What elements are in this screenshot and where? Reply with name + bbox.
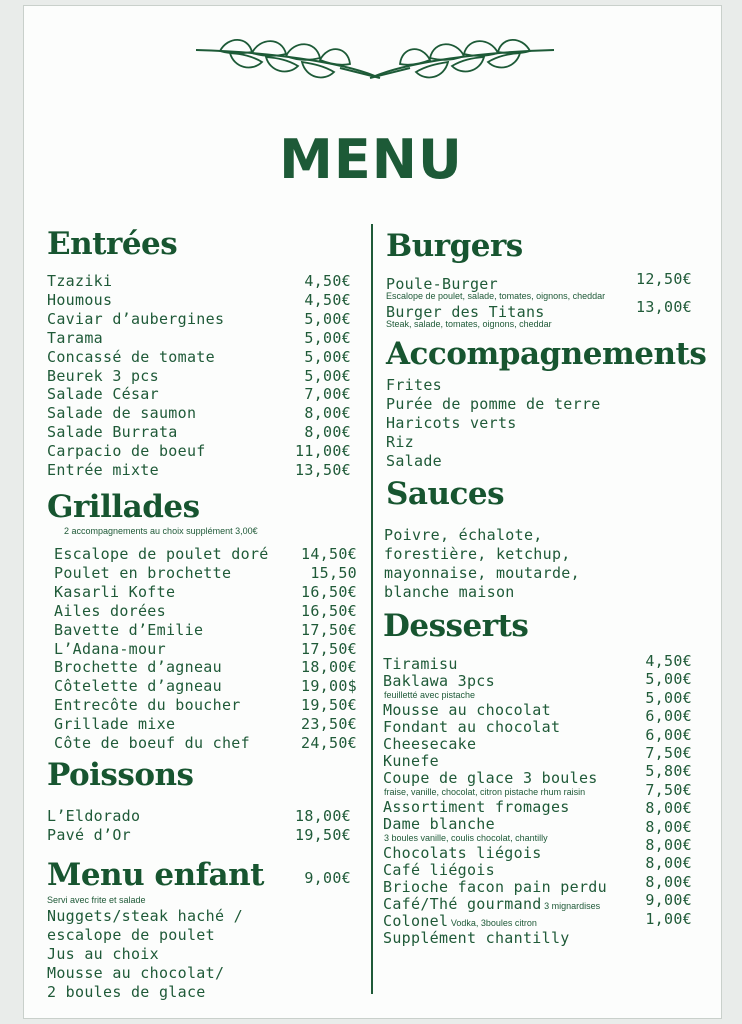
menu-item-name: Kasarli Kofte: [54, 582, 176, 601]
menu-item-price: 8,00€: [304, 404, 351, 423]
dessert-price: 5,00€: [645, 688, 692, 707]
sauce-line: forestière, ketchup,: [384, 544, 571, 563]
menu-item-price: 23,50€: [301, 715, 357, 734]
dessert-price: 5,80€: [645, 762, 692, 781]
dessert-item-name: Café/Thé gourmand: [383, 895, 542, 913]
menu-enfant-line: Nuggets/steak haché /: [47, 907, 243, 925]
section-heading-grillades: Grillades: [47, 489, 200, 525]
dessert-price: 8,00€: [645, 817, 692, 836]
menu-item-price: 19,00$: [301, 677, 357, 696]
menu-enfant-line: 2 boules de glace: [47, 982, 206, 1001]
dessert-price: 4,50€: [645, 652, 692, 670]
accompagnement-item: Haricots verts: [386, 413, 517, 432]
menu-enfant-note: Servi avec frite et salade: [47, 895, 146, 905]
menu-item-name: Escalope de poulet doré: [54, 545, 269, 563]
menu-item-price: 24,50€: [301, 734, 357, 752]
menu-item-name: L’Eldorado: [47, 807, 141, 825]
dessert-item-name: Dame blanche: [383, 815, 495, 833]
dessert-item-name: Colonel: [383, 912, 449, 930]
dessert-price: 8,00€: [645, 872, 692, 891]
menu-item-price: 17,50€: [301, 620, 357, 639]
dessert-item-name: Coupe de glace 3 boules: [383, 769, 598, 787]
dessert-item-name: Mousse au chocolat: [383, 701, 551, 719]
menu-item-name: Bavette d’Emilie: [54, 620, 204, 639]
dessert-price: 8,00€: [645, 799, 692, 818]
menu-item-name: Tzaziki: [47, 272, 113, 290]
menu-item-name: Tarama: [47, 328, 103, 347]
menu-item-name: L’Adana-mour: [54, 639, 166, 658]
menu-item-price: 7,00€: [304, 385, 351, 404]
menu-item-price: 11,00€: [295, 442, 351, 461]
accompagnement-item: Purée de pomme de terre: [386, 394, 601, 413]
burger-price: 13,00€: [636, 298, 692, 316]
menu-item-name: Entrecôte du boucher: [54, 696, 241, 715]
dessert-price: 6,00€: [645, 707, 692, 726]
menu-item-price: 19,50€: [295, 825, 351, 844]
dessert-item-note: Vodka, 3boules citron: [448, 918, 537, 928]
menu-item-price: 13,50€: [295, 461, 351, 479]
menu-item-price: 4,50€: [304, 290, 351, 309]
laurel-branch-icon: [190, 32, 560, 94]
accompagnement-item: Riz: [386, 432, 414, 451]
menu-item-price: 18,00€: [295, 807, 351, 825]
menu-item-price: 5,00€: [304, 347, 351, 366]
dessert-description: feuilletté avec pistache: [384, 690, 476, 700]
section-heading-entrees: Entrées: [47, 226, 178, 262]
menu-enfant-line: Jus au choix: [47, 944, 159, 963]
dessert-price: 8,00€: [645, 854, 692, 873]
burger-description: Escalope de poulet, salade, tomates, oignons, cheddar: [386, 291, 606, 301]
menu-item-price: 19,50€: [301, 696, 357, 715]
menu-item-name: Carpacio de boeuf: [47, 442, 206, 461]
dessert-item: [383, 672, 495, 691]
accompagnement-item: Salade: [386, 451, 442, 470]
dessert-price: 9,00€: [645, 891, 692, 910]
menu-title: MENU: [279, 128, 463, 191]
menu-enfant-line: escalope de poulet: [47, 925, 215, 944]
menu-item-name: Côtelette d’agneau: [54, 677, 222, 696]
menu-item-name: Brochette d’agneau: [54, 658, 222, 677]
dessert-price: 8,00€: [645, 836, 692, 854]
burger-name: Burger des Titans: [386, 303, 545, 321]
dessert-item-name: Baklawa 3pcs: [383, 672, 495, 690]
dessert-price: 7,50€: [645, 780, 692, 799]
section-heading-accompagnements: Accompagnements: [386, 336, 707, 372]
grillades-note: 2 accompagnements au choix supplément 3,00€: [64, 526, 258, 536]
menu-item-price: 5,00€: [304, 328, 351, 347]
menu-item-name: Ailes dorées: [54, 601, 166, 620]
dessert-description: fraise, vanille, chocolat, citron pistache rhum raisin: [384, 787, 586, 797]
dessert-price: 5,00€: [645, 670, 692, 689]
menu-item-name: Houmous: [47, 290, 113, 309]
menu-item-name: Entrée mixte: [47, 461, 159, 479]
dessert-item: [383, 769, 598, 788]
dessert-item-name: Brioche facon pain perdu: [383, 878, 607, 896]
section-heading-poissons: Poissons: [47, 757, 194, 793]
menu-item-price: 17,50€: [301, 639, 357, 658]
section-heading-menu-enfant: Menu enfant: [47, 857, 264, 893]
menu-enfant-price: 9,00€: [304, 869, 351, 887]
menu-item-name: Beurek 3 pcs: [47, 366, 159, 385]
dessert-item-name: Café liégois: [383, 861, 495, 879]
menu-item-name: Salade Burrata: [47, 423, 178, 442]
dessert-price: 6,00€: [645, 725, 692, 744]
section-heading-sauces: Sauces: [386, 476, 505, 512]
dessert-item: [383, 815, 495, 834]
dessert-item-name: Assortiment fromages: [383, 798, 570, 816]
dessert-item-name: Tiramisu: [383, 655, 458, 673]
menu-item-price: 18,00€: [301, 658, 357, 677]
menu-item-name: Concassé de tomate: [47, 347, 215, 366]
burger-price: 12,50€: [636, 270, 692, 288]
sauce-line: Poivre, échalote,: [384, 526, 543, 544]
section-heading-desserts: Desserts: [383, 608, 529, 644]
menu-item-price: 15,50: [310, 563, 357, 582]
sauce-line: mayonnaise, moutarde,: [384, 563, 580, 582]
dessert-description: 3 boules vanille, coulis chocolat, chantilly: [384, 833, 548, 843]
menu-item-price: 16,50€: [301, 582, 357, 601]
section-heading-burgers: Burgers: [386, 228, 523, 264]
burger-description: Steak, salade, tomates, oignons, cheddar: [386, 319, 552, 329]
sauce-line: blanche maison: [384, 582, 515, 601]
menu-item-price: 4,50€: [304, 272, 351, 290]
menu-item-price: 16,50€: [301, 601, 357, 620]
menu-item-name: Poulet en brochette: [54, 563, 232, 582]
dessert-item-name: Fondant au chocolat: [383, 718, 561, 736]
menu-item-name: Caviar d’aubergines: [47, 309, 225, 328]
menu-enfant-line: Mousse au chocolat/: [47, 963, 225, 982]
menu-item-name: Grillade mixe: [54, 715, 176, 734]
menu-item-name: Salade de saumon: [47, 404, 197, 423]
menu-item-name: Salade César: [47, 385, 159, 404]
dessert-price: 7,50€: [645, 744, 692, 762]
menu-item-name: Côte de boeuf du chef: [54, 734, 250, 752]
menu-item-price: 14,50€: [301, 545, 357, 563]
dessert-item-name: Kunefe: [383, 752, 439, 770]
burger-name: Poule-Burger: [386, 275, 498, 293]
dessert-item-name: Chocolats liégois: [383, 844, 542, 862]
dessert-price: 1,00€: [645, 909, 692, 928]
column-divider: [371, 224, 373, 994]
dessert-item-note: 3 mignardises: [541, 901, 601, 911]
dessert-item-name: Cheesecake: [383, 735, 477, 753]
dessert-item: [383, 929, 570, 948]
menu-item-price: 8,00€: [304, 423, 351, 442]
dessert-item-name: Supplément chantilly: [383, 929, 570, 947]
menu-item-name: Pavé d’Or: [47, 825, 131, 844]
accompagnement-item: Frites: [386, 376, 442, 394]
menu-item-price: 5,00€: [304, 366, 351, 385]
menu-item-price: 5,00€: [304, 309, 351, 328]
